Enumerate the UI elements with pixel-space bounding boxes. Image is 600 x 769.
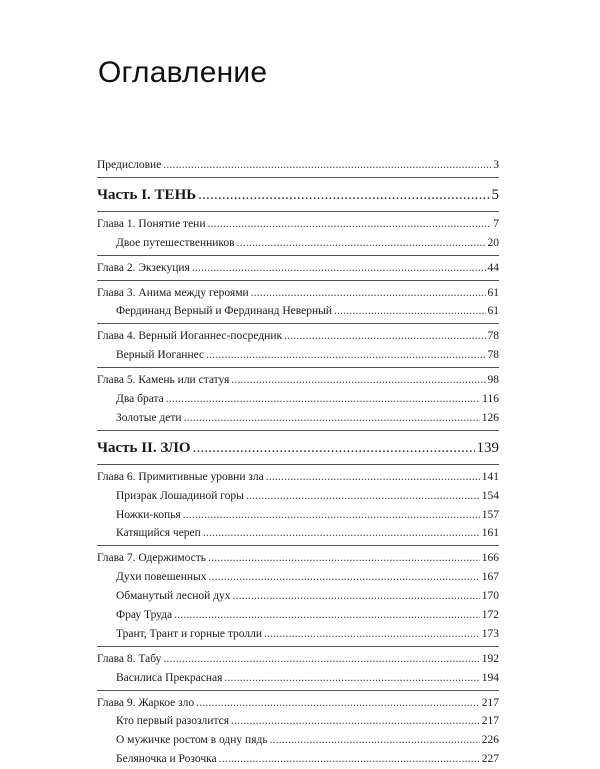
toc-chapter-entry[interactable] [97,549,499,568]
toc-entry-title: Предисловие [97,159,162,171]
toc-entry-title: Глава 6. Примитивные уровни зла [97,470,264,483]
toc-page-number: 3 [493,159,499,171]
toc-page-number: 173 [481,627,499,640]
table-of-contents [97,156,499,769]
dot-leader [184,409,480,428]
dot-leader [183,506,480,525]
toc-chapter-entry[interactable] [97,371,499,390]
toc-page-number: 126 [481,411,499,424]
toc-page-number: 217 [481,715,499,728]
toc-subentry[interactable] [97,346,499,365]
toc-entry-title: Василиса Прекрасная [116,671,223,684]
section-divider [97,211,499,212]
dot-leader [174,606,480,625]
toc-chapter-entry[interactable] [97,284,499,303]
toc-page-number: 5 [491,186,499,203]
toc-entry-title: Кто первый разозлится [116,715,230,728]
toc-page-number: 61 [487,286,499,299]
section-divider [97,177,499,178]
toc-entry-title: Глава 3. Анима между героями [97,286,249,299]
toc-entry-title: Часть I. ТЕНЬ [97,186,197,203]
toc-page-number: 61 [487,305,499,318]
dot-leader [207,215,491,234]
dot-leader [231,371,485,390]
toc-page-number: 116 [482,393,499,406]
toc-part-entry[interactable] [97,434,499,462]
dot-leader [163,156,491,175]
toc-page-number: 98 [487,374,499,387]
toc-page-number: 227 [481,753,499,766]
toc-entry-title: Фрау Труда [116,609,173,622]
toc-subentry[interactable] [97,669,499,688]
toc-entry-title: Призрак Лошадиной горы [116,489,244,502]
toc-page-number: 170 [481,590,499,603]
toc-chapter-entry[interactable] [97,694,499,713]
toc-subentry[interactable] [97,731,499,750]
toc-chapter-entry[interactable] [97,650,499,669]
toc-page-number: 194 [481,671,499,684]
toc-entry-title: Глава 1. Понятие тени [97,217,206,230]
toc-chapter-entry[interactable] [97,468,499,487]
toc-subentry[interactable] [97,390,499,409]
toc-entry-title: Глава 7. Одержимость [97,552,207,565]
dot-leader [251,284,486,303]
toc-subentry[interactable] [97,587,499,606]
section-divider [97,367,499,368]
toc-subentry[interactable] [97,487,499,506]
toc-entry-title: Глава 2. Экзекуция [97,261,190,274]
dot-leader [224,669,479,688]
toc-entry-title: Глава 5. Камень или статуя [97,374,230,387]
toc-chapter-entry[interactable] [97,215,499,234]
toc-page-number: 167 [481,571,499,584]
dot-leader [198,181,489,209]
toc-page-number: 166 [481,552,499,565]
toc-subentry[interactable] [97,506,499,525]
toc-entry-title: Обманутый лесной дух [116,590,231,603]
toc-entry-title: Фердинанд Верный и Фердинанд Неверный [116,305,332,318]
dot-leader [270,731,480,750]
dot-leader [264,625,480,644]
dot-leader [219,750,480,769]
toc-entry-title: Духи повешенных [116,571,207,584]
toc-chapter-entry[interactable] [97,259,499,278]
toc-subentry[interactable] [97,524,499,543]
toc-page-number: 154 [481,489,499,502]
toc-entry-title: Два брата [116,393,164,406]
toc-page-number: 20 [487,236,499,249]
dot-leader [334,302,486,321]
toc-page-number: 78 [487,349,499,362]
dot-leader [237,234,486,253]
dot-leader [284,327,485,346]
toc-subentry[interactable] [97,302,499,321]
toc-entry-title: Часть II. ЗЛО [97,439,191,456]
toc-entry-title: Глава 8. Табу [97,652,162,665]
toc-page-number: 141 [481,470,499,483]
section-divider [97,280,499,281]
toc-subentry[interactable] [97,606,499,625]
toc-subentry[interactable] [97,234,499,253]
toc-page-number: 44 [487,261,499,274]
toc-page-number: 139 [476,439,499,456]
toc-page-number: 78 [487,330,499,343]
toc-subentry[interactable] [97,409,499,428]
dot-leader [233,587,480,606]
toc-entry-title: Двое путешественников [116,236,235,249]
section-divider [97,690,499,691]
toc-subentry[interactable] [97,712,499,731]
toc-page-number: 157 [481,508,499,521]
dot-leader [193,434,475,462]
dot-leader [196,694,480,713]
toc-entry-title: Золотые дети [116,411,182,424]
dot-leader [209,568,480,587]
section-divider [97,646,499,647]
dot-leader [203,524,480,543]
dot-leader [206,346,485,365]
dot-leader [266,468,480,487]
toc-subentry[interactable] [97,625,499,644]
toc-subentry[interactable] [97,568,499,587]
toc-entry-title: Ножки-копья [116,508,181,521]
section-divider [97,430,499,431]
toc-page-number: 172 [481,609,499,622]
toc-entry-title: Глава 4. Верный Иоганнес-посредник [97,330,283,343]
toc-entry-title: О мужичке ростом в одну пядь [116,734,268,747]
section-divider [97,545,499,546]
page-title: Оглавление [98,56,268,89]
dot-leader [163,650,479,669]
toc-page-number: 217 [481,696,499,709]
toc-part-entry[interactable] [97,181,499,209]
toc-entry-title: Беляночка и Розочка [116,753,217,766]
toc-entry-title: Глава 9. Жаркое зло [97,696,195,709]
toc-page-number: 7 [493,217,499,230]
toc-page-number: 161 [481,527,499,540]
toc-page-number: 226 [481,734,499,747]
toc-chapter-entry[interactable] [97,156,499,175]
toc-subentry[interactable] [97,750,499,769]
dot-leader [231,712,480,731]
dot-leader [166,390,480,409]
toc-entry-title: Трант, Трант и горные тролли [116,627,262,640]
toc-chapter-entry[interactable] [97,327,499,346]
toc-entry-title: Катящийся череп [116,527,201,540]
toc-page-number: 192 [481,652,499,665]
section-divider [97,464,499,465]
section-divider [97,255,499,256]
dot-leader [208,549,480,568]
section-divider [97,323,499,324]
toc-entry-title: Верный Иоганнес [116,349,205,362]
dot-leader [192,259,486,278]
dot-leader [246,487,480,506]
